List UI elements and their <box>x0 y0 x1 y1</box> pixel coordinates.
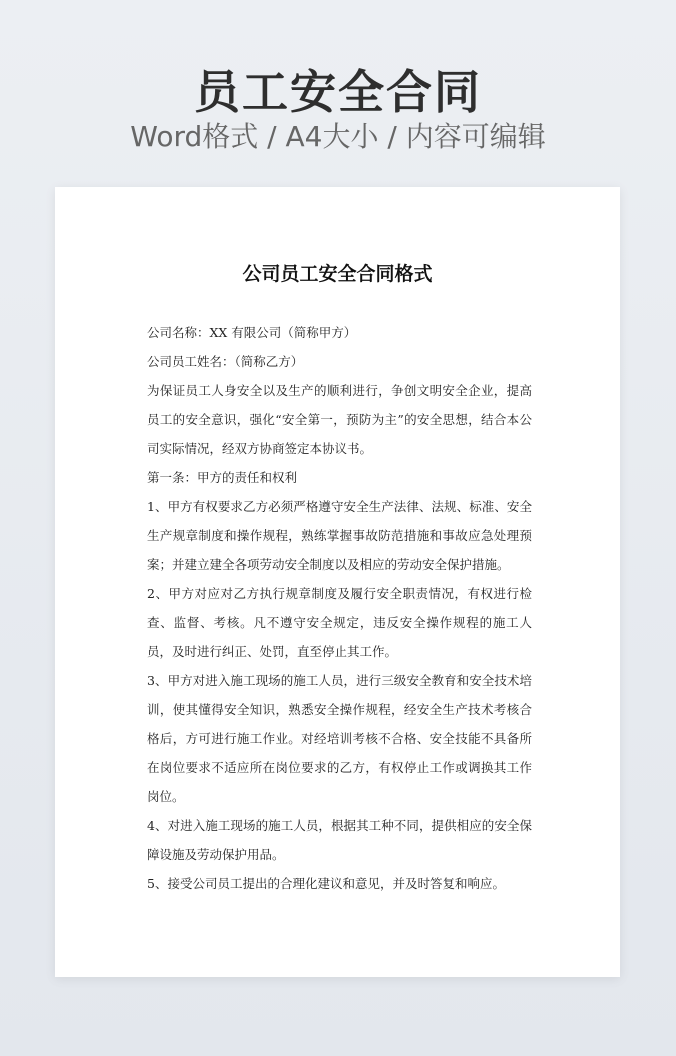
document-section-heading: 第一条：甲方的责任和权利 <box>147 470 298 485</box>
page-subtitle: Word格式 / A4大小 / 内容可编辑 <box>130 120 546 153</box>
document-paragraph: 2、甲方对应对乙方执行规章制度及履行安全职责情况，有权进行检查、监督、考核。凡不遵守安全规定，违反安全操作规程的施工人员，及时进行纠正、处罚，直至停止其工作。 <box>147 586 532 659</box>
document-title: 公司员工安全合同格式 <box>242 263 433 285</box>
document-paragraph: 为保证员工人身安全以及生产的顺利进行，争创文明安全企业，提高员工的安全意识，强化“安全第一，预防为主”的安全思想，结合本公司实际情况，经双方协商签定本协议书。 <box>147 383 532 456</box>
document-paragraph: 5、接受公司员工提出的合理化建议和意见，并及时答复和响应。 <box>147 876 505 891</box>
page-title: 员工安全合同 <box>194 65 482 119</box>
document-paragraph: 1、甲方有权要求乙方必须严格遵守安全生产法律、法规、标准、安全生产规章制度和操作规程，熟练掌握事故防范措施和事故应急处理预案；并建立建全各项劳动安全制度以及相应的劳动安全保护措施。 <box>147 499 532 572</box>
document-paragraph: 公司名称：XX 有限公司（简称甲方） <box>147 325 357 340</box>
document-body <box>147 318 532 898</box>
document-paragraph: 4、对进入施工现场的施工人员，根据其工种不同，提供相应的安全保障设施及劳动保护用品。 <box>147 818 532 862</box>
document-page <box>55 187 620 977</box>
document-paragraph: 公司员工姓名：（简称乙方） <box>147 354 304 369</box>
header <box>0 0 676 180</box>
document-paragraph: 3、甲方对进入施工现场的施工人员，进行三级安全教育和安全技术培训，使其懂得安全知识，熟悉安全操作规程，经安全生产技术考核合格后，方可进行施工作业。对经培训考核不合格、安全技能不具备所在岗位要求不适应所在岗位要求的乙方，有权停止工作或调换其工作岗位。 <box>147 673 532 804</box>
